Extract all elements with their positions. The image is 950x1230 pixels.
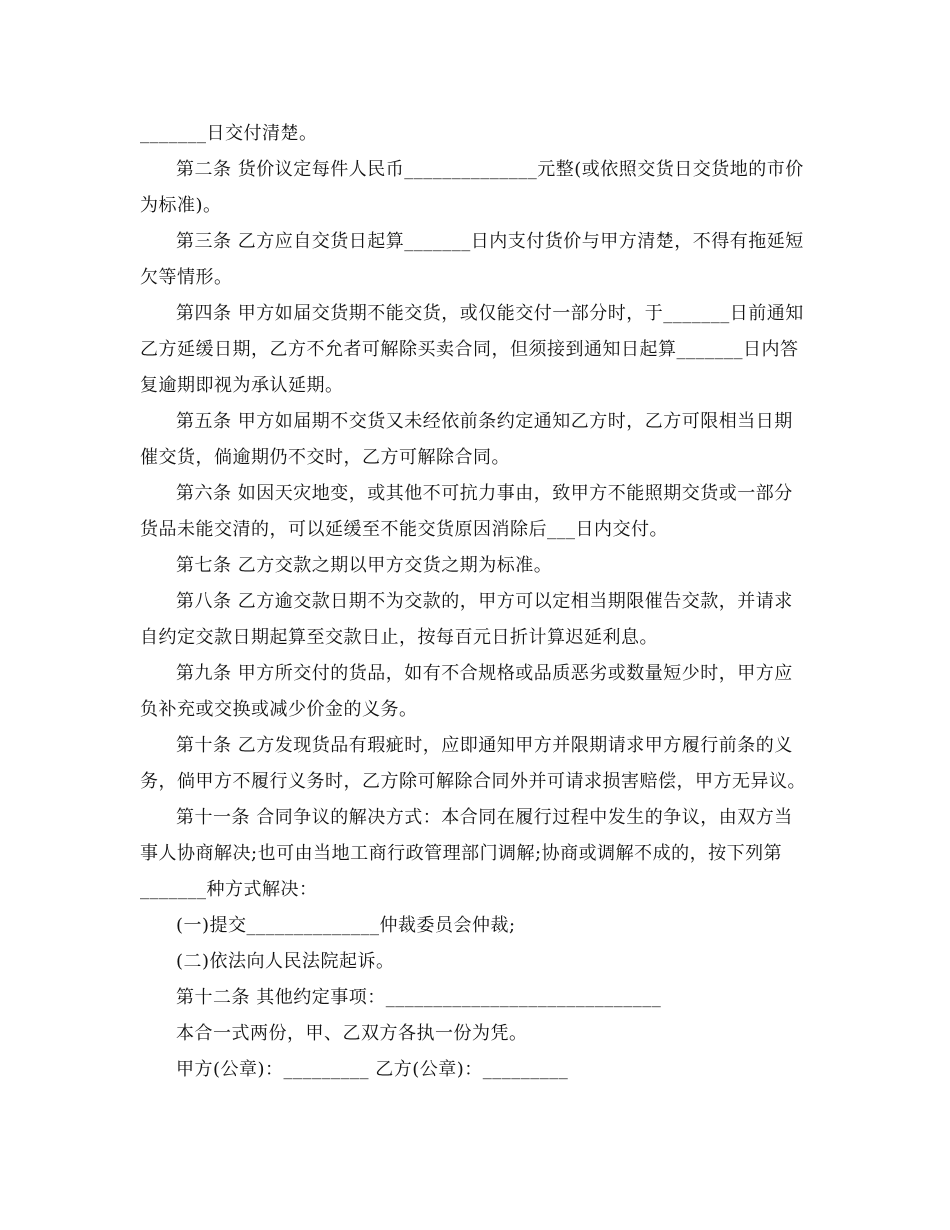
article-8-line-2: 自约定交款日期起算至交款日止，按每百元日折计算迟延利息。 — [140, 627, 658, 648]
article-11-line-2: 事人协商解决;也可由当地工商行政管理部门调解;协商或调解不成的，按下列第 — [140, 843, 783, 864]
article-5-line-2: 催交货，倘逾期仍不交时，乙方可解除合同。 — [140, 447, 510, 468]
signature-line: 甲方(公章)：_________ 乙方(公章)：_________ — [176, 1059, 569, 1080]
article-6-line-2: 货品未能交清的，可以延缓至不能交货原因消除后___日内交付。 — [140, 519, 668, 540]
copies-statement: 本合一式两份，甲、乙双方各执一份为凭。 — [176, 1023, 528, 1044]
article-4-line-3: 复逾期即视为承认延期。 — [140, 375, 344, 396]
article-11-line-3: _______种方式解决： — [140, 879, 318, 900]
article-10-line-1: 第十条 乙方发现货品有瑕疵时，应即通知甲方并限期请求甲方履行前条的义 — [176, 735, 793, 756]
article-2-line-2: 为标准)。 — [140, 195, 222, 216]
article-7-line-1: 第七条 乙方交款之期以甲方交货之期为标准。 — [176, 555, 553, 576]
article-4-line-2: 乙方延缓日期，乙方不允者可解除买卖合同，但须接到通知日起算_______日内答 — [140, 339, 799, 360]
article-3-line-2: 欠等情形。 — [140, 267, 233, 288]
option-2: (二)依法向人民法院起诉。 — [176, 951, 395, 972]
article-4-line-1: 第四条 甲方如届交货期不能交货，或仅能交付一部分时，于_______日前通知 — [176, 303, 804, 324]
article-8-line-1: 第八条 乙方逾交款日期不为交款的，甲方可以定相当期限催告交款，并请求 — [176, 591, 793, 612]
article-12-line-1: 第十二条 其他约定事项：_____________________________ — [176, 987, 662, 1008]
article-9-line-1: 第九条 甲方所交付的货品，如有不合规格或品质恶劣或数量短少时，甲方应 — [176, 663, 793, 684]
article-2-line-1: 第二条 货价议定每件人民币______________元整(或依照交货日交货地的市价 — [176, 159, 804, 180]
article-6-line-1: 第六条 如因天灾地变，或其他不可抗力事由，致甲方不能照期交货或一部分 — [176, 483, 793, 504]
article-10-line-2: 务，倘甲方不履行义务时，乙方除可解除合同外并可请求损害赔偿，甲方无异议。 — [140, 771, 806, 792]
article-3-line-1: 第三条 乙方应自交货日起算_______日内支付货价与甲方清楚，不得有拖延短 — [176, 231, 804, 252]
article-11-line-1: 第十一条 合同争议的解决方式：本合同在履行过程中发生的争议，由双方当 — [176, 807, 793, 828]
contract-body — [140, 116, 812, 1088]
text-line: _______日交付清楚。 — [140, 123, 318, 144]
option-1: (一)提交______________仲裁委员会仲裁; — [176, 915, 516, 936]
article-5-line-1: 第五条 甲方如届期不交货又未经依前条约定通知乙方时，乙方可限相当日期 — [176, 411, 793, 432]
article-9-line-2: 负补充或交换或减少价金的义务。 — [140, 699, 418, 720]
